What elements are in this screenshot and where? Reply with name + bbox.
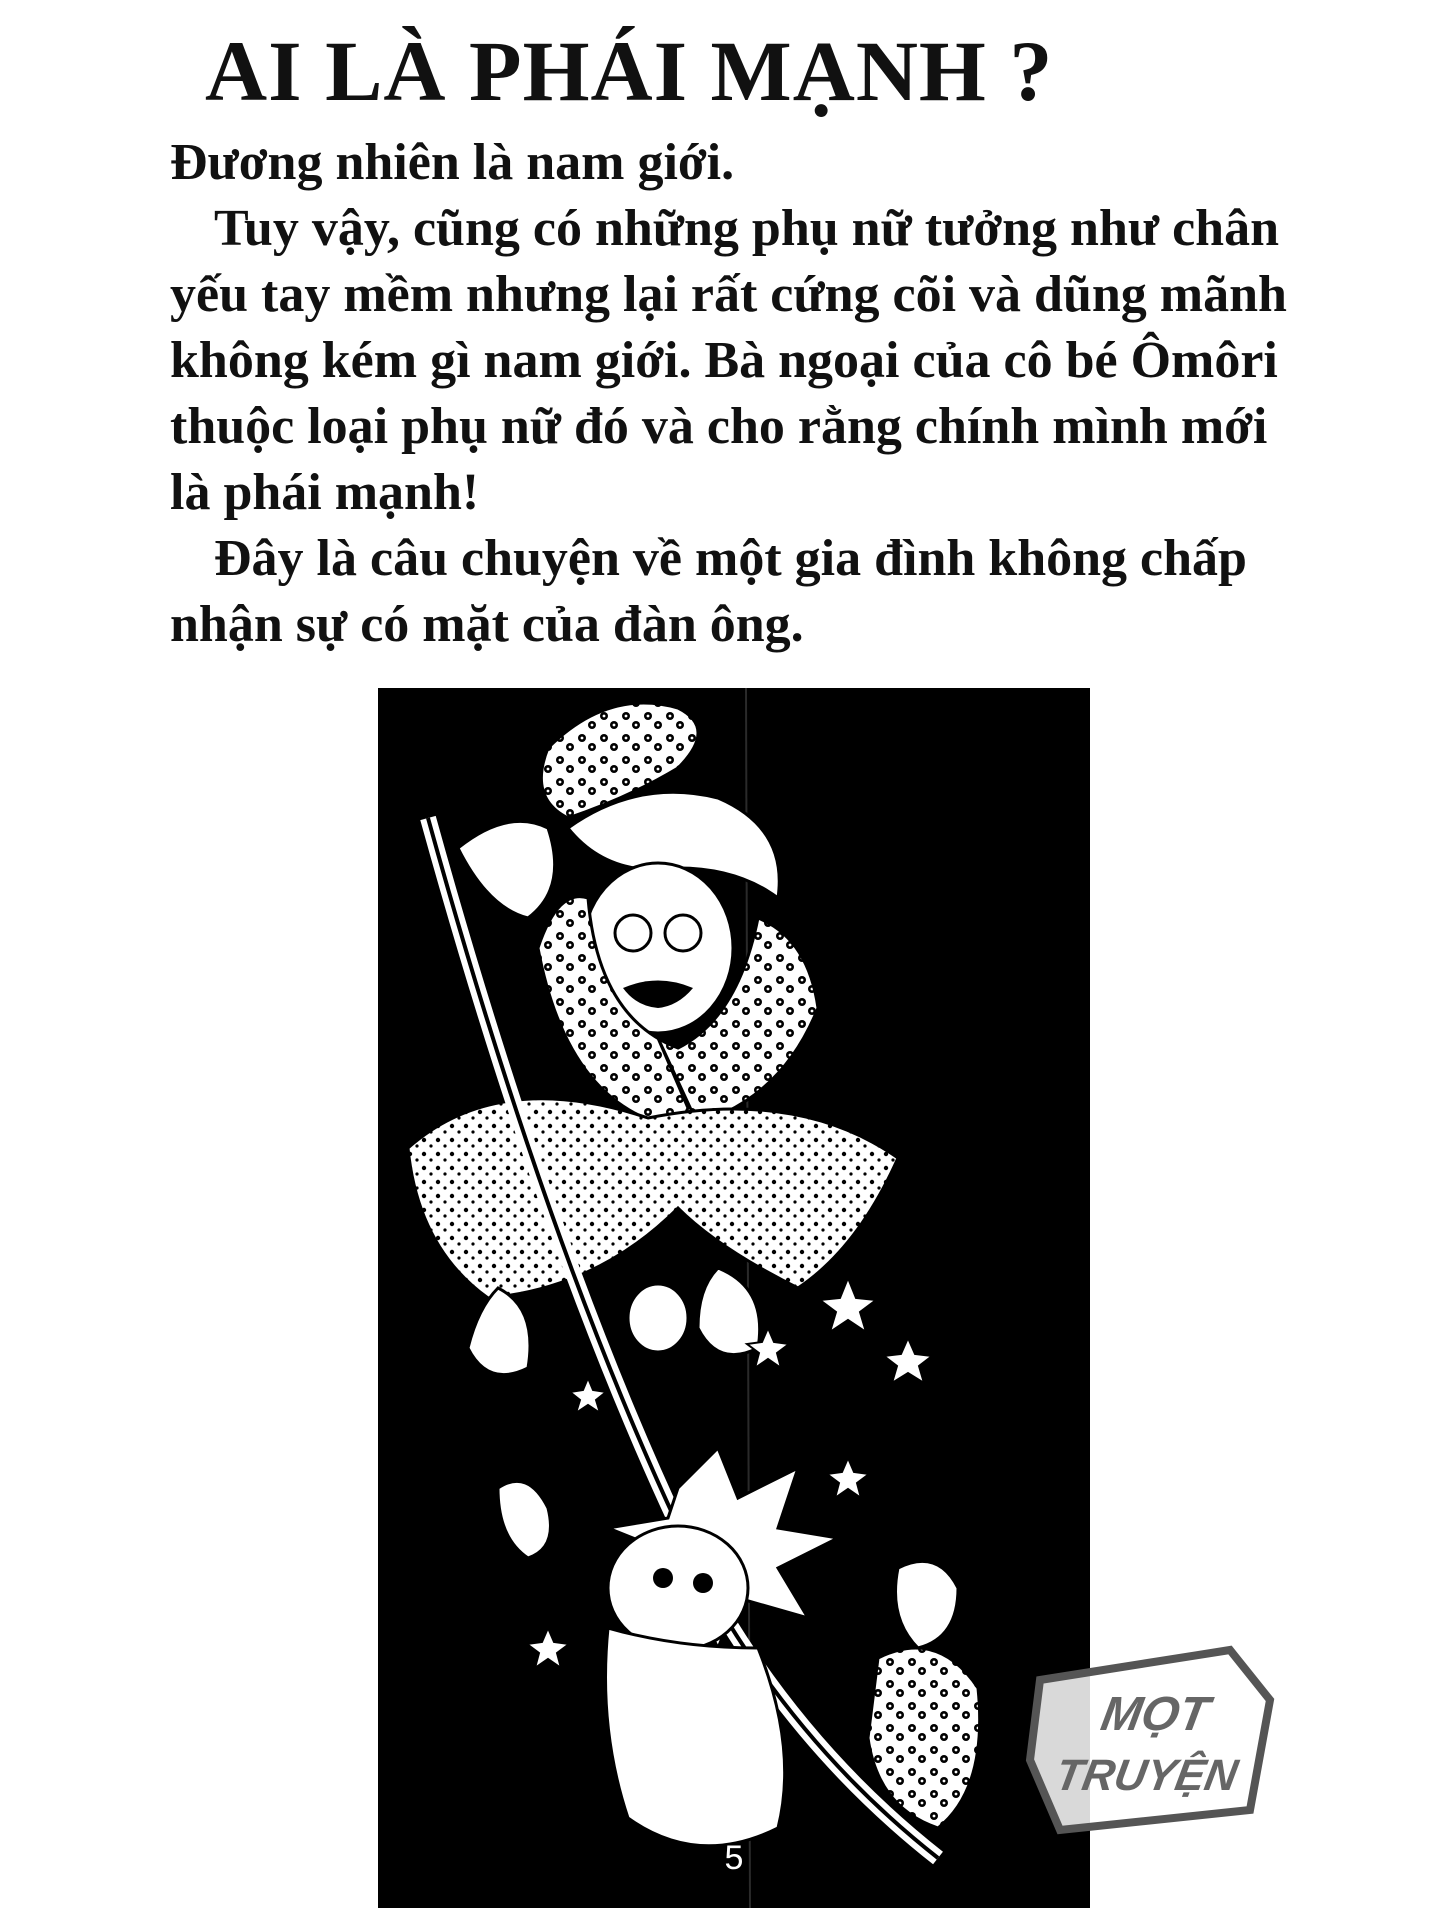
watermark-logo-icon (1020, 1640, 1280, 1840)
page-number: 5 (724, 1839, 744, 1877)
manga-illustration (378, 688, 1090, 1908)
watermark-line2: TRUYỆN (1051, 1751, 1242, 1800)
watermark (1020, 1640, 1280, 1840)
paragraph: Đương nhiên là nam giới. (170, 134, 735, 191)
manga-illustration-grandmother-striking-man-icon (378, 688, 1090, 1908)
paragraph: Tuy vậy, cũng có những phụ nữ tưởng như chân yếu tay mềm nhưng lại rất cứng cõi và dũng mãnh không kém gì nam giới. Bà ngoại của cô bé Ômôri thuộc loại phụ nữ đó và cho rằng chính mình mới là phái mạnh! (170, 200, 1287, 521)
paragraph: Đây là câu chuyện về một gia đình không chấp nhận sự có mặt của đàn ông. (170, 530, 1247, 653)
intro-text (170, 130, 1300, 658)
page-title: AI LÀ PHÁI MẠNH ? (205, 23, 1054, 119)
watermark-line1: MỌT (1097, 1687, 1214, 1741)
